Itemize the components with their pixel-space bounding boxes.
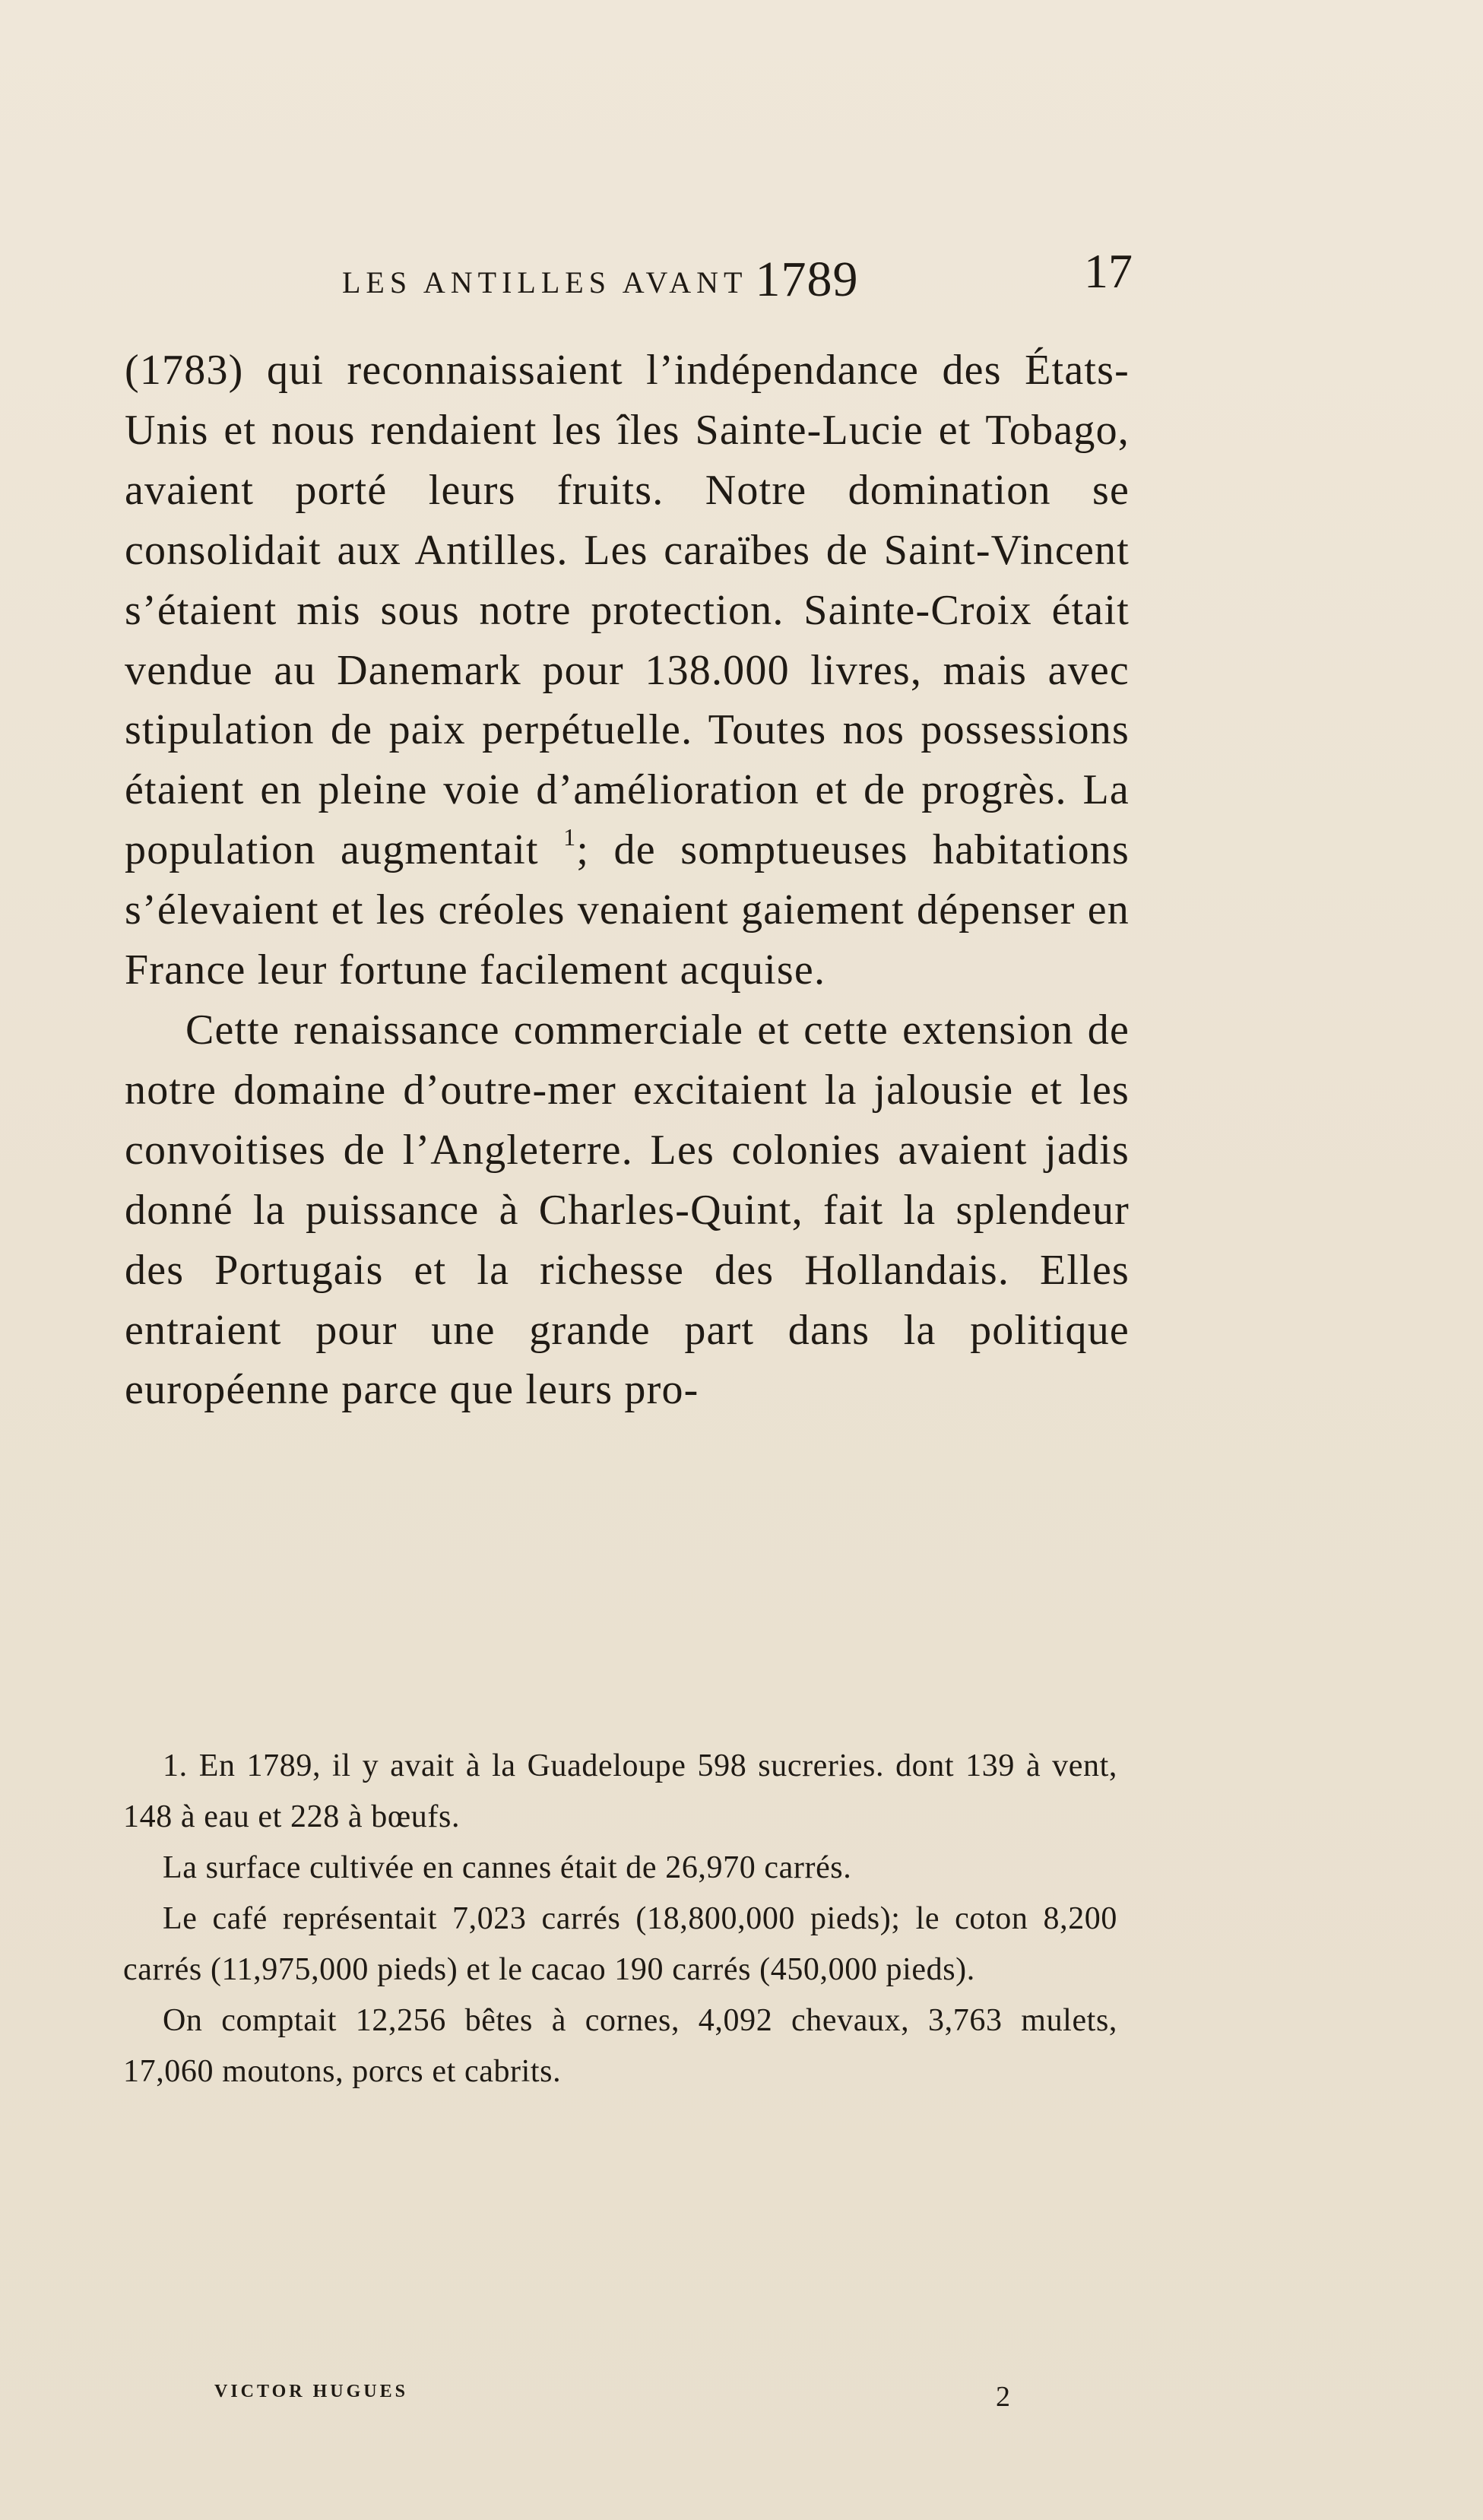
printer-signature: VICTOR HUGUES (214, 2382, 408, 2401)
footnote-1: 1. En 1789, il y avait à la Guadeloupe 598 sucreries. dont 139 à vent, 148 à eau et 228 à bœufs. (123, 1748, 1117, 1834)
paragraph-1 (125, 341, 1130, 1000)
running-title-year: 1789 (755, 252, 859, 307)
footnotes (123, 1741, 1117, 2097)
footnote-1-livestock: On comptait 12,256 bêtes à cornes, 4,092 chevaux, 3,763 mulets, 17,060 moutons, porcs et cabrits. (123, 2003, 1117, 2089)
paragraph-1-continuation: ; de somptueuses habitations s’élevaient et les créoles venaient gaiement dépenser en France leur fortune facilement acquise. (125, 826, 1130, 994)
signature-mark: 2 (996, 2381, 1010, 2413)
running-title (342, 248, 858, 306)
footnote-reference: 1 (563, 823, 577, 851)
paragraph-1-text: (1783) qui reconnaissaient l’indépendance des États-Unis et nous rendaient les îles Sainte-Lucie et Tobago, avaient porté leurs fruits. Notre domination se consolidait aux Antilles. Les caraïbes de Saint-Vincent s’étaient mis sous notre protection. Sainte-Croix était vendue au Danemark pour 138.000 livres, mais avec stipulation de paix perpétuelle. Toutes nos possessions étaient en pleine voie d’amélioration et de progrès. La population augmentait (125, 347, 1130, 874)
footnote-1-crops: Le café représentait 7,023 carrés (18,800,000 pieds); le coton 8,200 carrés (11,975,000 pieds) et le cacao 190 carrés (450,000 pieds). (123, 1901, 1117, 1987)
page-number: 17 (1084, 244, 1133, 298)
running-title-text: LES ANTILLES AVANT (342, 265, 748, 300)
paragraph-2: Cette renaissance commerciale et cette extension de notre domaine d’outre-mer excitaient la jalousie et les convoitises de l’Angleterre. Les colonies avaient jadis donné la puissance à Charles-Quint, fait la splendeur des Portugais et la richesse des Hollandais. Elles entraient pour une grande part dans la politique européenne parce que leurs pro- (125, 1006, 1130, 1414)
page-header (342, 242, 1133, 307)
footnote-1-cane-surface: La surface cultivée en cannes était de 26,970 carrés. (163, 1850, 852, 1885)
body-text (125, 341, 1130, 1420)
